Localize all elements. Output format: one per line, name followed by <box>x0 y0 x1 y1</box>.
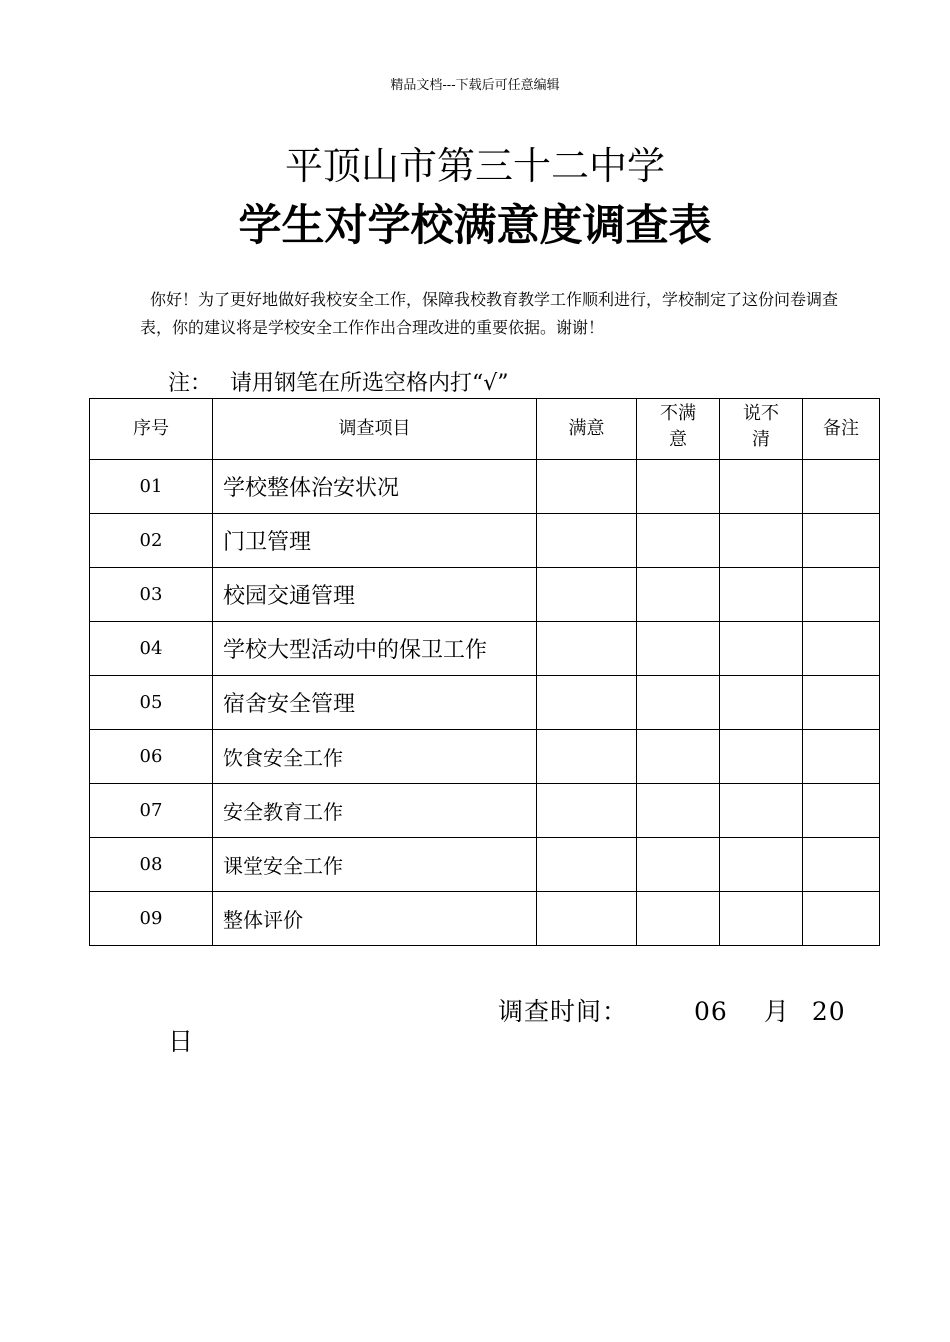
instruction-text: 请用钢笔在所选空格内打“√” <box>230 371 509 396</box>
table-row <box>90 622 880 676</box>
table-row <box>90 784 880 838</box>
unsatisfied-cell[interactable] <box>637 892 720 946</box>
row-item: 饮食安全工作 <box>213 730 537 784</box>
header-item: 调查项目 <box>213 399 537 460</box>
instruction-label: 注： <box>168 371 213 396</box>
form-title: 学生对学校满意度调查表 <box>238 201 712 251</box>
unclear-cell[interactable] <box>720 784 803 838</box>
row-item: 整体评价 <box>213 892 537 946</box>
header-satisfied: 满意 <box>537 399 637 460</box>
satisfied-cell[interactable] <box>537 730 637 784</box>
row-number: 02 <box>90 514 213 568</box>
remarks-cell[interactable] <box>803 460 880 514</box>
school-name: 平顶山市第三十二中学 <box>284 144 665 188</box>
row-item: 学校整体治安状况 <box>213 460 537 514</box>
row-number: 04 <box>90 622 213 676</box>
header-number: 序号 <box>90 399 213 460</box>
header-unsatisfied-line2: 意 <box>669 429 687 450</box>
unsatisfied-cell[interactable] <box>637 784 720 838</box>
header-unclear <box>720 399 803 460</box>
survey-date-month-unit: 月 <box>763 997 790 1026</box>
survey-date <box>498 994 846 1030</box>
row-number: 09 <box>90 892 213 946</box>
table-row <box>90 514 880 568</box>
header-unsatisfied <box>637 399 720 460</box>
intro-paragraph: 你好！为了更好地做好我校安全工作，保障我校教育教学工作顺利进行，学校制定了这份问卷调查表，你的建议将是学校安全工作作出合理改进的重要依据。谢谢！ <box>140 290 839 337</box>
unsatisfied-cell[interactable] <box>637 730 720 784</box>
header-unsatisfied-line1: 不满 <box>660 403 696 424</box>
unclear-cell[interactable] <box>720 892 803 946</box>
header-note: 精品文档---下载后可任意编辑 <box>390 78 560 93</box>
unsatisfied-cell[interactable] <box>637 460 720 514</box>
row-item: 门卫管理 <box>213 514 537 568</box>
table-row <box>90 460 880 514</box>
instruction-note <box>168 368 509 400</box>
unclear-cell[interactable] <box>720 838 803 892</box>
row-number: 07 <box>90 784 213 838</box>
unclear-cell[interactable] <box>720 568 803 622</box>
row-number: 05 <box>90 676 213 730</box>
satisfied-cell[interactable] <box>537 676 637 730</box>
row-item: 学校大型活动中的保卫工作 <box>213 622 537 676</box>
table-header-row <box>90 399 880 460</box>
survey-date-day: 20 <box>811 997 846 1026</box>
header-unclear-line1: 说不 <box>743 403 779 424</box>
remarks-cell[interactable] <box>803 514 880 568</box>
remarks-cell[interactable] <box>803 730 880 784</box>
unclear-cell[interactable] <box>720 514 803 568</box>
header-unclear-line2: 清 <box>752 429 770 450</box>
table-row <box>90 676 880 730</box>
survey-date-month: 06 <box>694 997 728 1026</box>
row-number: 01 <box>90 460 213 514</box>
table-row <box>90 838 880 892</box>
table-row <box>90 892 880 946</box>
row-number: 03 <box>90 568 213 622</box>
remarks-cell[interactable] <box>803 838 880 892</box>
row-item: 课堂安全工作 <box>213 838 537 892</box>
row-number: 06 <box>90 730 213 784</box>
satisfied-cell[interactable] <box>537 892 637 946</box>
remarks-cell[interactable] <box>803 892 880 946</box>
table-row <box>90 730 880 784</box>
survey-date-label: 调查时间： <box>498 997 629 1026</box>
table-row <box>90 568 880 622</box>
row-item: 校园交通管理 <box>213 568 537 622</box>
unclear-cell[interactable] <box>720 622 803 676</box>
unclear-cell[interactable] <box>720 460 803 514</box>
survey-table <box>89 398 880 946</box>
remarks-cell[interactable] <box>803 622 880 676</box>
satisfied-cell[interactable] <box>537 460 637 514</box>
unsatisfied-cell[interactable] <box>637 568 720 622</box>
survey-date-day-unit: 日 <box>168 1027 194 1056</box>
remarks-cell[interactable] <box>803 784 880 838</box>
unsatisfied-cell[interactable] <box>637 838 720 892</box>
unsatisfied-cell[interactable] <box>637 622 720 676</box>
unclear-cell[interactable] <box>720 676 803 730</box>
satisfied-cell[interactable] <box>537 568 637 622</box>
satisfied-cell[interactable] <box>537 838 637 892</box>
row-item: 安全教育工作 <box>213 784 537 838</box>
unsatisfied-cell[interactable] <box>637 676 720 730</box>
satisfied-cell[interactable] <box>537 622 637 676</box>
satisfied-cell[interactable] <box>537 514 637 568</box>
header-remarks: 备注 <box>803 399 880 460</box>
row-number: 08 <box>90 838 213 892</box>
unsatisfied-cell[interactable] <box>637 514 720 568</box>
row-item: 宿舍安全管理 <box>213 676 537 730</box>
remarks-cell[interactable] <box>803 568 880 622</box>
satisfied-cell[interactable] <box>537 784 637 838</box>
remarks-cell[interactable] <box>803 676 880 730</box>
unclear-cell[interactable] <box>720 730 803 784</box>
